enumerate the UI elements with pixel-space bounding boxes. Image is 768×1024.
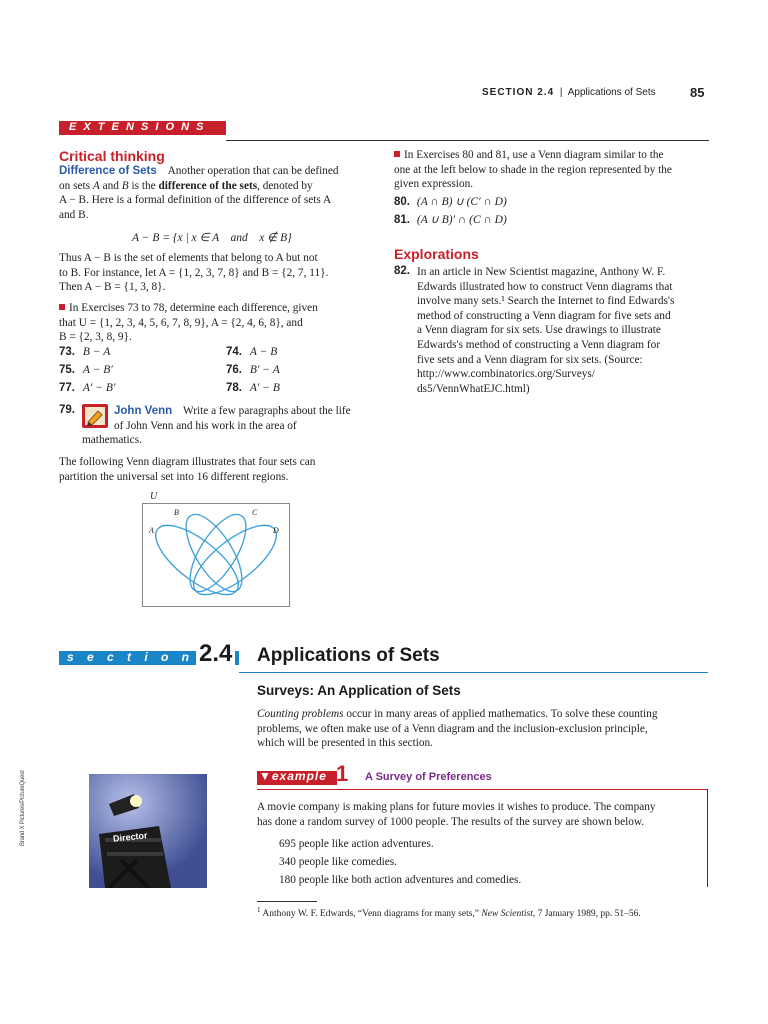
section-number: 2.4: [196, 640, 235, 668]
exercise-82-text: In an article in New Scientist magazine, Anthony W. F. Edwards illustrated how to construct Venn diagrams that involve many sets.¹ Search the Internet to find Edwards's method of constructing a Venn diagram for five sets and a Venn diagram for six sets. Use drawings to illustrate Edwards's method of constructing a Venn diagram for five sets and a Venn diagram for six sets. (Source: http://www.combinatorics.org/Surveys/ ds5/VennWhatEJC.html): [417, 266, 675, 395]
example-side-rule: [707, 789, 708, 887]
page-number: 85: [690, 85, 705, 100]
section-intro: Counting problems occur in many areas of applied mathematics. To solve these counting problems, we often make use of a Venn diagram and the inclusion-exclusion principle, which will be presented in this section.: [257, 708, 658, 750]
exercise-74: 74. A − B: [226, 346, 278, 358]
section-rule: [239, 672, 708, 673]
intro-line-1: Another operation that can be defined: [167, 165, 339, 177]
director-chair-text: Director: [112, 830, 148, 844]
exercise-79-text: John Venn Write a few paragraphs about the life of John Venn and his work in the area of mathematics.: [82, 405, 351, 447]
header-separator: |: [559, 87, 563, 98]
exercises-80-81-intro: In Exercises 80 and 81, use a Venn diagram similar to the one at the left below to shade in the region represented by the given expression.: [394, 149, 672, 191]
difference-formula: A − B = {x | x ∈ A and x ∉ B}: [132, 232, 292, 244]
bullet-icon: [59, 304, 65, 310]
intro-line-4: and B.: [59, 208, 89, 221]
exercise-80: 80. (A ∩ B) ∪ (C′ ∩ D): [394, 196, 507, 208]
explorations-title: Explorations: [394, 246, 479, 262]
example-number: 1: [336, 761, 349, 786]
example-text: A movie company is making plans for future movies it wishes to produce. The company has done a random survey of 1000 people. The results of the survey are shown below.: [257, 801, 656, 828]
thus-paragraph: Thus A − B is the set of elements that belong to A but not to B. For instance, let A = {1, 2, 3, 7, 8} and B = {2, 7, 11}. Then A − B = {1, 3, 8}.: [59, 252, 329, 294]
critical-thinking-title: Critical thinking: [59, 148, 165, 164]
section-label: s e c t i o n: [67, 650, 195, 664]
difference-intro: [59, 164, 379, 222]
running-header: [482, 87, 708, 98]
extensions-rule: [226, 140, 709, 141]
header-section-title: Applications of Sets: [567, 87, 656, 98]
exercise-73: 73. B − A: [59, 346, 111, 358]
survey-list: [279, 835, 699, 889]
venn-label-b: B: [174, 508, 179, 517]
extensions-banner: [59, 121, 226, 135]
exercise-82-number: 82.: [394, 265, 410, 277]
extensions-banner-text: E X T E N S I O N S: [69, 121, 206, 133]
exercise-79-number: 79.: [59, 404, 75, 416]
exercise-75: 75. A − B′: [59, 364, 113, 376]
survey-item: 340 people like comedies.: [279, 856, 397, 868]
difference-of-sets-label: Difference of Sets: [59, 165, 157, 177]
venn-label-d: D: [273, 526, 279, 535]
example-rule: [257, 789, 708, 790]
photo-credit: Brand X Pictures/PictureQuest: [20, 770, 26, 846]
exercise-81: 81. (A ∪ B)′ ∩ (C ∩ D): [394, 214, 507, 226]
section-subtitle: Surveys: An Application of Sets: [257, 683, 461, 698]
intro-line-3: A − B. Here is a formal definition of the difference of sets A: [59, 194, 332, 207]
footnote-rule: [257, 901, 317, 902]
exercises-intro: In Exercises 73 to 78, determine each difference, given that U = {1, 2, 3, 4, 5, 6, 7, 8, 9}, A = {2, 4, 6, 8}, and B = {2, 3, 8, 9}.: [59, 302, 318, 344]
intro-line-2: on sets A and B is the difference of the sets, denoted by: [59, 179, 313, 192]
example-title: A Survey of Preferences: [365, 771, 492, 783]
director-photo: [89, 774, 207, 888]
section-title: Applications of Sets: [257, 645, 440, 666]
exercise-77: 77. A′ − B′: [59, 382, 116, 394]
venn-label-c: C: [252, 508, 258, 517]
venn-intro: The following Venn diagram illustrates that four sets can partition the universal set into 16 different regions.: [59, 456, 316, 483]
exercise-76: 76. B′ − A: [226, 364, 280, 376]
venn-label-a: A: [149, 526, 154, 535]
bullet-icon: [394, 151, 400, 157]
example-label: ▼example: [259, 769, 327, 783]
john-venn-title: John Venn: [114, 405, 173, 417]
exercise-78: 78. A′ − B: [226, 382, 280, 394]
header-section-label: SECTION 2.4: [482, 87, 555, 98]
survey-item: 180 people like both action adventures and comedies.: [279, 874, 522, 886]
venn-label-u: U: [150, 491, 158, 502]
footnote: $^1$ Anthony W. F. Edwards, “Venn diagrams for many sets,” New Scientist, 7 January 1989, pp. 51–56.: [257, 906, 641, 920]
venn-diagram: [142, 503, 290, 607]
survey-item: 695 people like action adventures.: [279, 838, 434, 850]
